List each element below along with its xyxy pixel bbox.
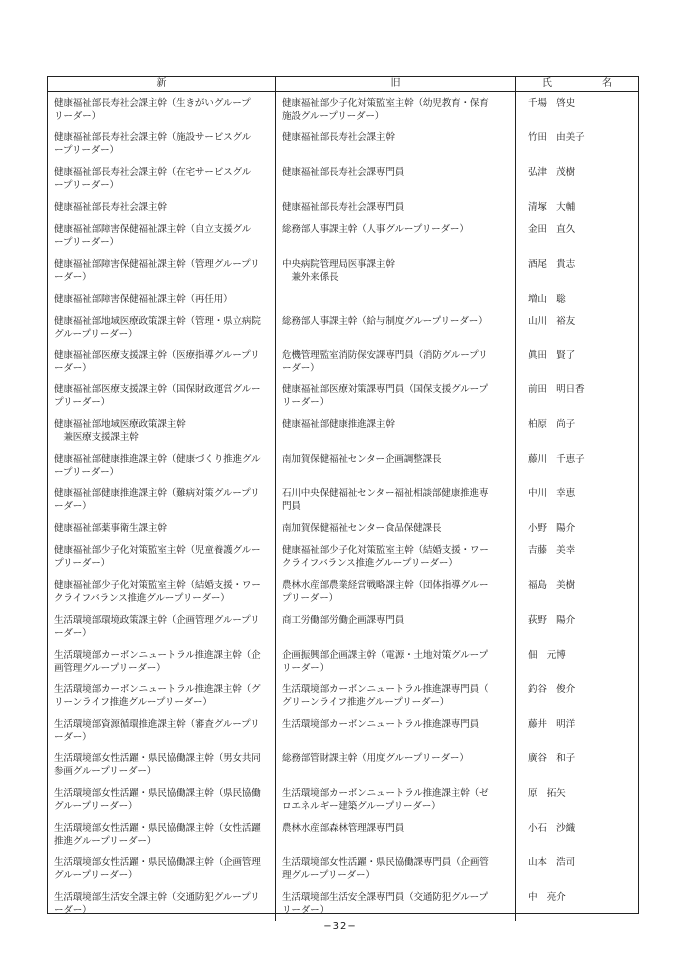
- cell-name: 藤井 明洋: [528, 718, 575, 730]
- cell-old: 石川中央保健福祉センター福祉相談部健康推進専 門員: [276, 482, 516, 517]
- cell-name: 藤川 千恵子: [528, 453, 585, 465]
- cell-old: 企画振興部企画課主幹（電源・土地対策グループ リーダー）: [276, 644, 516, 678]
- cell-new: 生活環境部生活安全課主幹（交通防犯グループリ ーダー）: [48, 886, 276, 921]
- cell-new: 生活環境部女性活躍・県民協働課主幹（企画管理 グループリーダー）: [48, 851, 276, 886]
- table-row: [48, 344, 638, 378]
- cell-new: 健康福祉部医療支援課主幹（医療指導グループリ ーダー）: [48, 344, 276, 378]
- table-row: [48, 609, 638, 644]
- table-row: [48, 713, 638, 747]
- cell-name: 荻野 陽介: [528, 614, 575, 626]
- cell-old: 健康福祉部少子化対策監室主幹（結婚支援・ワー クライフバランス推進グループリーダー）: [276, 539, 516, 574]
- cell-name: 小石 沙織: [528, 822, 575, 834]
- cell-name: 眞田 賢了: [528, 349, 575, 361]
- cell-new: 生活環境部環境政策課主幹（企画管理グループリ ーダー）: [48, 609, 276, 644]
- table-row: [48, 517, 638, 539]
- cell-new: 生活環境部資源循環推進課主幹（審査グループリ ーダー）: [48, 713, 276, 747]
- table-row: [48, 851, 638, 886]
- cell-old: 生活環境部女性活躍・県民協働課専門員（企画管 理グループリーダー）: [276, 851, 516, 886]
- page-number: −32−: [323, 921, 357, 932]
- cell-name: 中川 幸恵: [528, 487, 575, 499]
- cell-old: 総務部人事課主幹（給与制度グループリーダー）: [276, 310, 516, 344]
- table-body: [48, 92, 638, 921]
- table-row: [48, 886, 638, 921]
- table-row: [48, 288, 638, 310]
- cell-new: 健康福祉部障害保健福祉課主幹（管理グループリ ーダー）: [48, 253, 276, 288]
- cell-old: 農林水産部農業経営戦略課主幹（団体指導グルー プリーダー）: [276, 574, 516, 609]
- table-row: [48, 253, 638, 288]
- table-row: [48, 126, 638, 161]
- cell-new: 健康福祉部健康推進課主幹（健康づくり推進グル ープリーダー）: [48, 448, 276, 482]
- table-row: [48, 817, 638, 851]
- cell-new: 健康福祉部長寿社会課主幹: [48, 196, 276, 218]
- cell-new: 健康福祉部長寿社会課主幹（施設サービスグル ープリーダー）: [48, 126, 276, 161]
- cell-name: 千場 啓史: [528, 98, 575, 109]
- cell-old: 農林水産部森林管理課専門員: [276, 817, 516, 851]
- cell-old: 健康福祉部長寿社会課主幹: [276, 126, 516, 161]
- cell-new: 生活環境部女性活躍・県民協働課主幹（女性活躍 推進グループリーダー）: [48, 817, 276, 851]
- cell-new: 健康福祉部障害保健福祉課主幹（自立支援グル ープリーダー）: [48, 218, 276, 253]
- table-row: [48, 196, 638, 218]
- table-row: [48, 747, 638, 782]
- cell-new: 健康福祉部地域医療政策課主幹 兼医療支援課主幹: [48, 413, 276, 448]
- cell-old: 健康福祉部少子化対策監室主幹（幼児教育・保育 施設グループリーダー）: [276, 92, 516, 126]
- personnel-table-frame: [47, 76, 639, 914]
- table-header-row: [48, 77, 638, 92]
- cell-name: 増山 聡: [528, 293, 566, 305]
- cell-old: 生活環境部カーボンニュートラル推進課専門員（ グリーンライフ推進グループリーダー）: [276, 678, 516, 713]
- cell-old: 健康福祉部健康推進課主幹: [276, 413, 516, 448]
- cell-name: 酒尾 貴志: [528, 258, 575, 270]
- table-row: [48, 678, 638, 713]
- cell-new: 健康福祉部長寿社会課主幹（生きがいグループ リーダー）: [48, 92, 276, 126]
- cell-name: 廣谷 和子: [528, 752, 575, 764]
- cell-old: 危機管理監室消防保安課専門員（消防グループリ ーダー）: [276, 344, 516, 378]
- cell-name: 佃 元博: [528, 649, 566, 661]
- table-row: [48, 539, 638, 574]
- cell-name: 小野 陽介: [528, 522, 575, 534]
- table-row: [48, 378, 638, 413]
- cell-name: 山川 裕友: [528, 315, 575, 327]
- cell-new: 健康福祉部地域医療政策課主幹（管理・県立病院 グループリーダー）: [48, 310, 276, 344]
- cell-old: 生活環境部生活安全課専門員（交通防犯グループ リーダー）: [276, 886, 516, 921]
- cell-name: 釣谷 俊介: [528, 683, 575, 695]
- cell-old: 生活環境部カーボンニュートラル推進課専門員: [276, 713, 516, 747]
- cell-name: 山本 浩司: [528, 856, 575, 868]
- table-row: [48, 413, 638, 448]
- table-row: [48, 574, 638, 609]
- cell-new: 健康福祉部薬事衛生課主幹: [48, 517, 276, 539]
- cell-name: 清塚 大輔: [528, 201, 575, 213]
- table-row: [48, 644, 638, 678]
- cell-old: 中央病院管理局医事課主幹 兼外来係長: [276, 253, 516, 288]
- cell-name: 吉藤 美幸: [528, 544, 575, 556]
- cell-old: 健康福祉部医療対策課専門員（国保支援グループ リーダー）: [276, 378, 516, 413]
- cell-name: 前田 明日香: [528, 383, 585, 395]
- table-row: [48, 92, 638, 126]
- cell-old: 総務部人事課主幹（人事グループリーダー）: [276, 218, 516, 253]
- table-row: [48, 782, 638, 817]
- cell-old: 生活環境部カーボンニュートラル推進課主幹（ゼ ロエネルギー建築グループリーダー）: [276, 782, 516, 817]
- cell-new: 健康福祉部少子化対策監室主幹（結婚支援・ワー クライフバランス推進グループリーダー）: [48, 574, 276, 609]
- cell-new: 生活環境部女性活躍・県民協働課主幹（県民協働 グループリーダー）: [48, 782, 276, 817]
- column-header-old: 旧: [276, 77, 516, 92]
- cell-new: 生活環境部カーボンニュートラル推進課主幹（グ リーンライフ推進グループリーダー）: [48, 678, 276, 713]
- cell-new: 生活環境部カーボンニュートラル推進課主幹（企 画管理グループリーダー）: [48, 644, 276, 678]
- column-header-new: 新: [48, 77, 276, 92]
- cell-old: 商工労働部労働企画課専門員: [276, 609, 516, 644]
- column-header-name-label: 氏 名: [542, 78, 632, 89]
- cell-new: 健康福祉部長寿社会課主幹（在宅サービスグル ープリーダー）: [48, 161, 276, 196]
- table-row: [48, 448, 638, 482]
- cell-name: 柏原 尚子: [528, 418, 575, 430]
- cell-new: 健康福祉部障害保健福祉課主幹（再任用）: [48, 288, 276, 310]
- table-row: [48, 161, 638, 196]
- cell-name: 原 拓矢: [528, 787, 566, 799]
- table-row: [48, 482, 638, 517]
- cell-old: [276, 288, 516, 310]
- cell-old: 健康福祉部長寿社会課専門員: [276, 161, 516, 196]
- cell-new: 生活環境部女性活躍・県民協働課主幹（男女共同 参画グループリーダー）: [48, 747, 276, 782]
- cell-new: 健康福祉部健康推進課主幹（難病対策グループリ ーダー）: [48, 482, 276, 517]
- cell-name: 弘津 茂樹: [528, 166, 575, 178]
- cell-old: 南加賀保健福祉センター食品保健課長: [276, 517, 516, 539]
- personnel-table: [48, 77, 638, 921]
- cell-old: 健康福祉部長寿社会課専門員: [276, 196, 516, 218]
- cell-old: 南加賀保健福祉センター企画調整課長: [276, 448, 516, 482]
- cell-new: 健康福祉部医療支援課主幹（国保財政運営グルー プリーダー）: [48, 378, 276, 413]
- cell-name: 中 亮介: [528, 891, 566, 903]
- cell-new: 健康福祉部少子化対策監室主幹（児童養護グルー プリーダー）: [48, 539, 276, 574]
- table-row: [48, 310, 638, 344]
- table-row: [48, 218, 638, 253]
- cell-name: 金田 直久: [528, 223, 575, 235]
- cell-old: 総務部管財課主幹（用度グループリーダー）: [276, 747, 516, 782]
- column-header-name: [516, 77, 639, 92]
- cell-name: 福島 美樹: [528, 579, 575, 591]
- cell-name: 竹田 由美子: [528, 131, 585, 143]
